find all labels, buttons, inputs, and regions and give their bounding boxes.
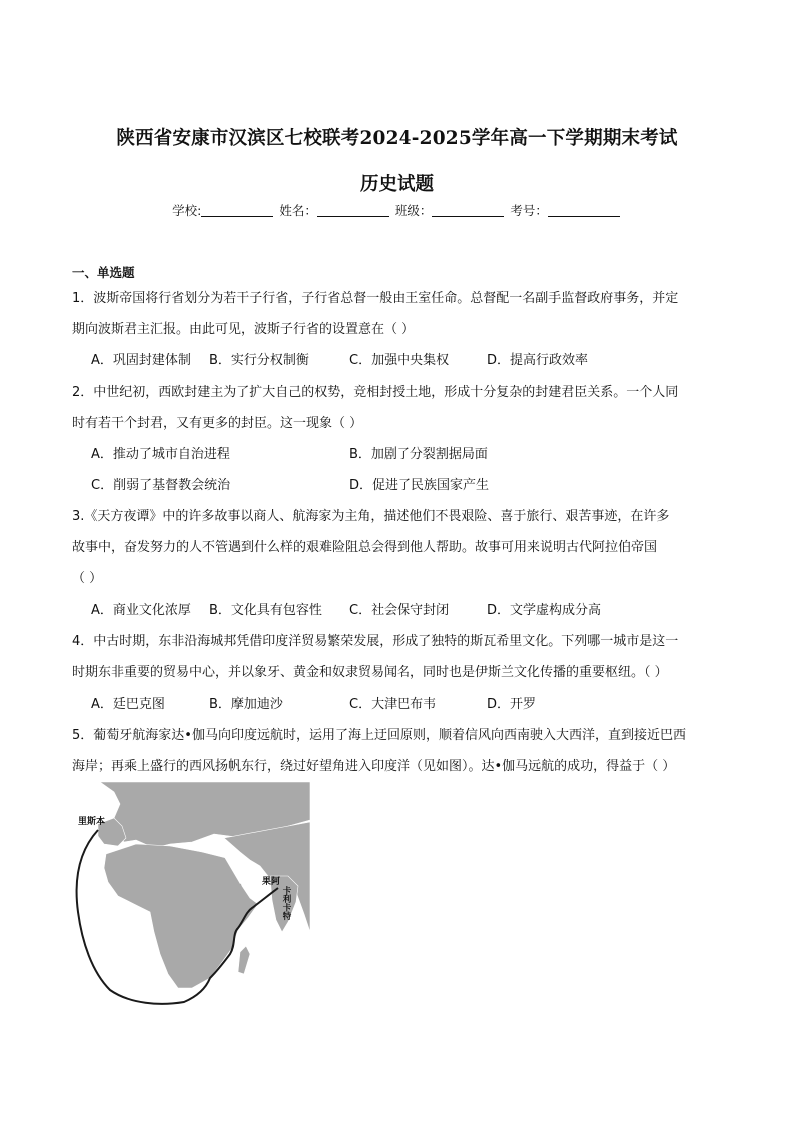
question-4-line-1: 4．中古时期，东非沿海城邦凭借印度洋贸易繁荣发展，形成了独特的斯瓦希里文化。下列哪一城市是这一 xyxy=(72,634,679,649)
exam-title: 陕西省安康市汉滨区七校联考2024-2025学年高一下学期期末考试 xyxy=(116,128,678,149)
q4-option-b[interactable]: B．摩加迪沙 xyxy=(209,697,283,712)
exam-no-label: 考号： xyxy=(510,203,548,218)
q2-option-d[interactable]: D．促进了民族国家产生 xyxy=(349,478,490,493)
class-label: 班级： xyxy=(394,203,433,218)
question-1-line-2: 期向波斯君主汇报。由此可见，波斯子行省的设置意在（ ） xyxy=(72,322,415,337)
question-3-line-2: 故事中，奋发努力的人不管遇到什么样的艰难险阻总会得到他人帮助。故事可用来说明古代阿拉伯帝国 xyxy=(72,540,658,555)
exam-no-blank[interactable] xyxy=(548,204,620,217)
vasco-da-gama-route-map xyxy=(74,782,310,1010)
q2-option-c[interactable]: C．削弱了基督教会统治 xyxy=(91,478,231,493)
question-3-line-3: （ ） xyxy=(72,571,103,586)
name-label: 姓名： xyxy=(279,203,317,218)
q2-option-a[interactable]: A．推动了城市自治进程 xyxy=(91,447,230,462)
q4-option-d[interactable]: D．开罗 xyxy=(487,697,537,712)
goa-label: 果阿 xyxy=(262,877,281,887)
class-blank[interactable] xyxy=(432,204,504,217)
calicut-label xyxy=(281,885,292,921)
q1-option-b[interactable]: B．实行分权制衡 xyxy=(209,353,309,368)
question-5-line-1: 5．葡萄牙航海家达•伽马向印度远航时，运用了海上迂回原则，顺着信风向西南驶入大西洋，直到接近巴西 xyxy=(72,728,686,743)
q1-option-d[interactable]: D．提高行政效率 xyxy=(487,353,589,368)
lisbon-label: 里斯本 xyxy=(78,817,106,827)
q3-option-a[interactable]: A．商业文化浓厚 xyxy=(91,603,191,618)
question-3-line-1: 3.《天方夜谭》中的许多故事以商人、航海家为主角，描述他们不畏艰险、喜于旅行、艰苦事迹，在许多 xyxy=(72,509,670,524)
question-1-line-1: 1．波斯帝国将行省划分为若干子行省，子行省总督一般由王室任命。总督配一名副手监督政府事务，并定 xyxy=(72,291,679,306)
section-heading: 一、单选题 xyxy=(72,265,135,280)
q4-option-a[interactable]: A．廷巴克图 xyxy=(91,697,165,712)
q4-option-c[interactable]: C．大津巴布韦 xyxy=(349,697,437,712)
q1-option-a[interactable]: A．巩固封建体制 xyxy=(91,353,191,368)
school-blank[interactable] xyxy=(201,204,273,217)
q3-option-d[interactable]: D．文学虚构成分高 xyxy=(487,603,602,618)
question-2-line-2: 时有若干个封君，又有更多的封臣。这一现象（ ） xyxy=(72,416,363,431)
exam-subtitle: 历史试题 xyxy=(359,174,434,195)
q3-option-c[interactable]: C．社会保守封闭 xyxy=(349,603,450,618)
q2-option-b[interactable]: B．加剧了分裂割据局面 xyxy=(349,447,488,462)
calicut-label-text: 卡利卡特 xyxy=(281,886,291,920)
question-2-line-1: 2．中世纪初，西欧封建主为了扩大自己的权势，竞相封授土地，形成十分复杂的封建君臣关系。一个人同 xyxy=(72,385,679,400)
q3-option-b[interactable]: B．文化具有包容性 xyxy=(209,603,322,618)
name-blank[interactable] xyxy=(317,204,389,217)
school-label: 学校: xyxy=(172,203,202,218)
question-5-line-2: 海岸；再乘上盛行的西风扬帆东行，绕过好望角进入印度洋（见如图）。达•伽马远航的成功，得益于（ ） xyxy=(72,759,676,774)
student-info-row xyxy=(0,201,794,219)
question-4-line-2: 时期东非重要的贸易中心，并以象牙、黄金和奴隶贸易闻名，同时也是伊斯兰文化传播的重要枢纽。（ ） xyxy=(72,665,668,680)
q1-option-c[interactable]: C．加强中央集权 xyxy=(349,353,450,368)
